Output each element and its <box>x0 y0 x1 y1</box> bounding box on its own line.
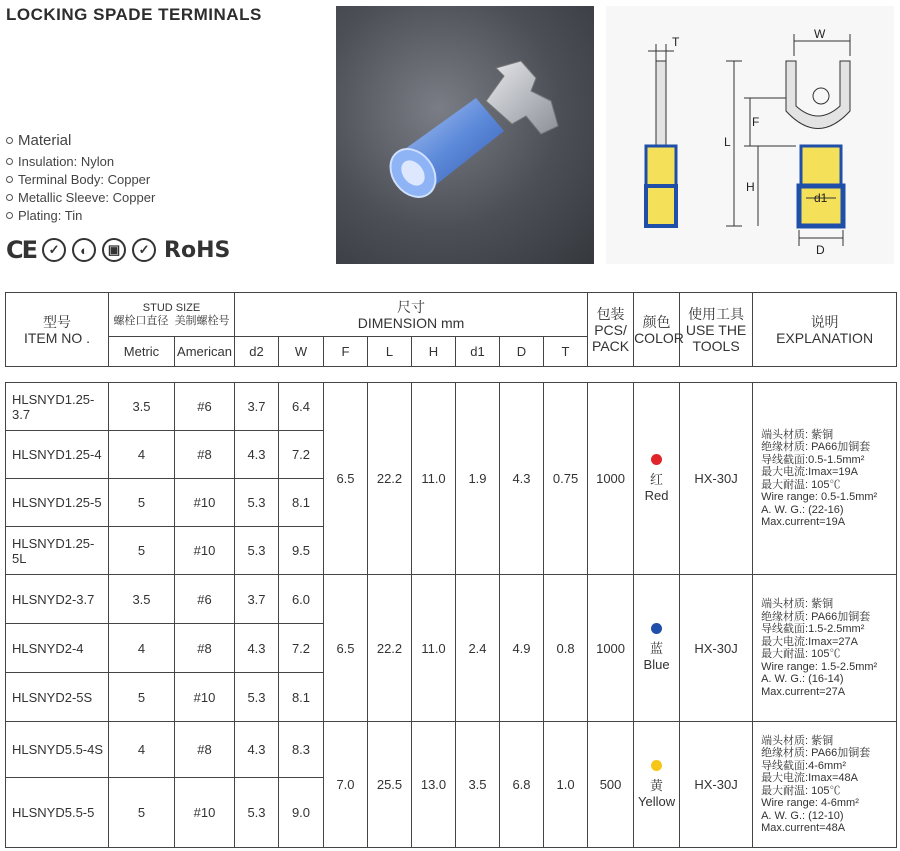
american-cell: #10 <box>175 527 235 575</box>
d2-cell: 5.3 <box>235 479 279 527</box>
d2-cell: 3.7 <box>235 383 279 431</box>
item-no: HLSNYD2-3.7 <box>6 575 109 624</box>
color-en: Yellow <box>638 793 676 809</box>
table-row <box>6 383 897 431</box>
header-col-w: W <box>279 337 324 367</box>
american-cell: #6 <box>175 383 235 431</box>
item-no: HLSNYD5.5-4S <box>6 722 109 778</box>
header-american: American <box>175 337 235 367</box>
d1-cell: 3.5 <box>456 722 500 848</box>
header-metric: Metric <box>109 337 175 367</box>
d-cell: 6.8 <box>500 722 544 848</box>
dim-label-w: W <box>814 27 826 41</box>
material-section <box>6 132 155 225</box>
metric-cell: 5 <box>109 527 175 575</box>
bullet-icon <box>6 212 13 219</box>
tool-cell: HX-30J <box>680 722 753 848</box>
table-row <box>6 722 897 778</box>
w-cell: 8.1 <box>279 479 324 527</box>
tool-cell: HX-30J <box>680 575 753 722</box>
t-cell: 0.75 <box>544 383 588 575</box>
header-dimension: 尺寸 DIMENSION mm <box>235 293 588 337</box>
w-cell: 9.0 <box>279 778 324 848</box>
explanation-cell: 端头材质: 紫铜 绝缘材质: PA66加铜套 导线截面:1.5-2.5mm² 最大电流:Imax=27A 最大耐温: 105℃ Wire range: 1.5-2.5mm² A. W. G.: (16-14) Max.current=27A <box>753 575 897 722</box>
spade-terminal-image <box>336 6 594 264</box>
sgs-cert-icon: ✓ <box>132 238 156 262</box>
bullet-icon <box>6 137 13 144</box>
d1-cell: 1.9 <box>456 383 500 575</box>
header-color: 颜色 COLOR <box>634 293 680 367</box>
d2-cell: 4.3 <box>235 722 279 778</box>
american-cell: #8 <box>175 722 235 778</box>
l-cell: 22.2 <box>368 383 412 575</box>
pack-cell: 1000 <box>588 575 634 722</box>
pack-cell: 500 <box>588 722 634 848</box>
material-item: Insulation: Nylon <box>6 153 155 171</box>
color-cell <box>634 383 680 575</box>
check-cert-icon: ✓ <box>42 238 66 262</box>
header-row-1 <box>6 293 897 337</box>
metric-cell: 5 <box>109 673 175 722</box>
header-col-d1: d1 <box>456 337 500 367</box>
header-stud-size: STUD SIZE 螺栓口直径 美制螺栓号 <box>109 293 235 337</box>
dim-label-f: F <box>752 115 760 129</box>
color-cn: 黄 <box>650 777 664 793</box>
material-item: Plating: Tin <box>6 207 155 225</box>
metric-cell: 4 <box>109 624 175 673</box>
d1-cell: 2.4 <box>456 575 500 722</box>
f-cell: 7.0 <box>324 722 368 848</box>
table-row <box>6 575 897 624</box>
item-no: HLSNYD1.25-5 <box>6 479 109 527</box>
header-col-l: L <box>368 337 412 367</box>
american-cell: #10 <box>175 673 235 722</box>
item-no: HLSNYD2-5S <box>6 673 109 722</box>
metric-cell: 4 <box>109 722 175 778</box>
page-title: LOCKING SPADE TERMINALS <box>6 5 262 24</box>
color-cn: 红 <box>650 471 664 487</box>
w-cell: 9.5 <box>279 527 324 575</box>
material-heading-text: Material <box>18 132 72 149</box>
w-cell: 8.1 <box>279 673 324 722</box>
american-cell: #8 <box>175 431 235 479</box>
dimension-drawing <box>606 6 894 264</box>
american-cell: #6 <box>175 575 235 624</box>
w-cell: 7.2 <box>279 431 324 479</box>
material-heading <box>6 132 155 149</box>
header-col-d2: d2 <box>235 337 279 367</box>
terminal-dimension-diagram <box>606 6 894 264</box>
metric-cell: 4 <box>109 431 175 479</box>
pack-cell: 1000 <box>588 383 634 575</box>
color-dot-icon <box>651 454 662 465</box>
h-cell: 11.0 <box>412 383 456 575</box>
d2-cell: 4.3 <box>235 431 279 479</box>
dim-label-d1: d1 <box>814 191 828 205</box>
header-col-f: F <box>324 337 368 367</box>
dim-label-d: D <box>816 243 825 257</box>
color-en: Red <box>644 487 669 503</box>
material-item: Metallic Sleeve: Copper <box>6 189 155 207</box>
rohs-mark: RoHS <box>164 237 231 263</box>
t-cell: 0.8 <box>544 575 588 722</box>
header-col-d: D <box>500 337 544 367</box>
w-cell: 7.2 <box>279 624 324 673</box>
item-no: HLSNYD1.25-5L <box>6 527 109 575</box>
item-no: HLSNYD2-4 <box>6 624 109 673</box>
header-gap <box>6 367 897 383</box>
d-cell: 4.3 <box>500 383 544 575</box>
header-tools: 使用工具 USE THE TOOLS <box>680 293 753 367</box>
item-no: HLSNYD1.25-4 <box>6 431 109 479</box>
header-col-h: H <box>412 337 456 367</box>
dim-label-t: T <box>672 35 680 49</box>
american-cell: #10 <box>175 479 235 527</box>
metric-cell: 3.5 <box>109 383 175 431</box>
item-no: HLSNYD1.25-3.7 <box>6 383 109 431</box>
material-item: Terminal Body: Copper <box>6 171 155 189</box>
color-dot-icon <box>651 623 662 634</box>
american-cell: #8 <box>175 624 235 673</box>
explanation-cell: 端头材质: 紫铜 绝缘材质: PA66加铜套 导线截面:4-6mm² 最大电流:Imax=48A 最大耐温: 105℃ Wire range: 4-6mm² A. W. G.: (12-10) Max.current=48A <box>753 722 897 848</box>
ce-mark-icon: CE <box>6 236 37 264</box>
h-cell: 13.0 <box>412 722 456 848</box>
certification-logos <box>6 236 230 264</box>
d2-cell: 5.3 <box>235 527 279 575</box>
t-cell: 1.0 <box>544 722 588 848</box>
d2-cell: 5.3 <box>235 673 279 722</box>
header-item: 型号 ITEM NO . <box>6 293 109 367</box>
w-cell: 6.4 <box>279 383 324 431</box>
american-cell: #10 <box>175 778 235 848</box>
header-explanation: 说明 EXPLANATION <box>753 293 897 367</box>
f-cell: 6.5 <box>324 383 368 575</box>
tool-cell: HX-30J <box>680 383 753 575</box>
iso-cert-icon: ▣ <box>102 238 126 262</box>
dim-label-h: H <box>746 180 755 194</box>
w-cell: 6.0 <box>279 575 324 624</box>
l-cell: 25.5 <box>368 722 412 848</box>
w-cell: 8.3 <box>279 722 324 778</box>
color-cell <box>634 722 680 848</box>
h-cell: 11.0 <box>412 575 456 722</box>
metric-cell: 3.5 <box>109 575 175 624</box>
metric-cell: 5 <box>109 778 175 848</box>
f-cell: 6.5 <box>324 575 368 722</box>
product-photo <box>336 6 594 264</box>
bullet-icon <box>6 158 13 165</box>
metric-cell: 5 <box>109 479 175 527</box>
header-pack: 包装 PCS/ PACK <box>588 293 634 367</box>
d2-cell: 3.7 <box>235 575 279 624</box>
color-cell <box>634 575 680 722</box>
dim-label-l: L <box>724 135 731 149</box>
color-dot-icon <box>651 760 662 771</box>
item-no: HLSNYD5.5-5 <box>6 778 109 848</box>
header-col-t: T <box>544 337 588 367</box>
bullet-icon <box>6 194 13 201</box>
ccc-cert-icon: ◐ <box>72 238 96 262</box>
d2-cell: 4.3 <box>235 624 279 673</box>
d2-cell: 5.3 <box>235 778 279 848</box>
color-en: Blue <box>643 657 670 672</box>
bullet-icon <box>6 176 13 183</box>
explanation-cell: 端头材质: 紫铜 绝缘材质: PA66加铜套 导线截面:0.5-1.5mm² 最大电流:Imax=19A 最大耐温: 105℃ Wire range: 0.5-1.5mm² A. W. G.: (22-16) Max.current=19A <box>753 383 897 575</box>
spec-table <box>5 292 897 848</box>
l-cell: 22.2 <box>368 575 412 722</box>
d-cell: 4.9 <box>500 575 544 722</box>
color-cn: 蓝 <box>650 641 664 656</box>
